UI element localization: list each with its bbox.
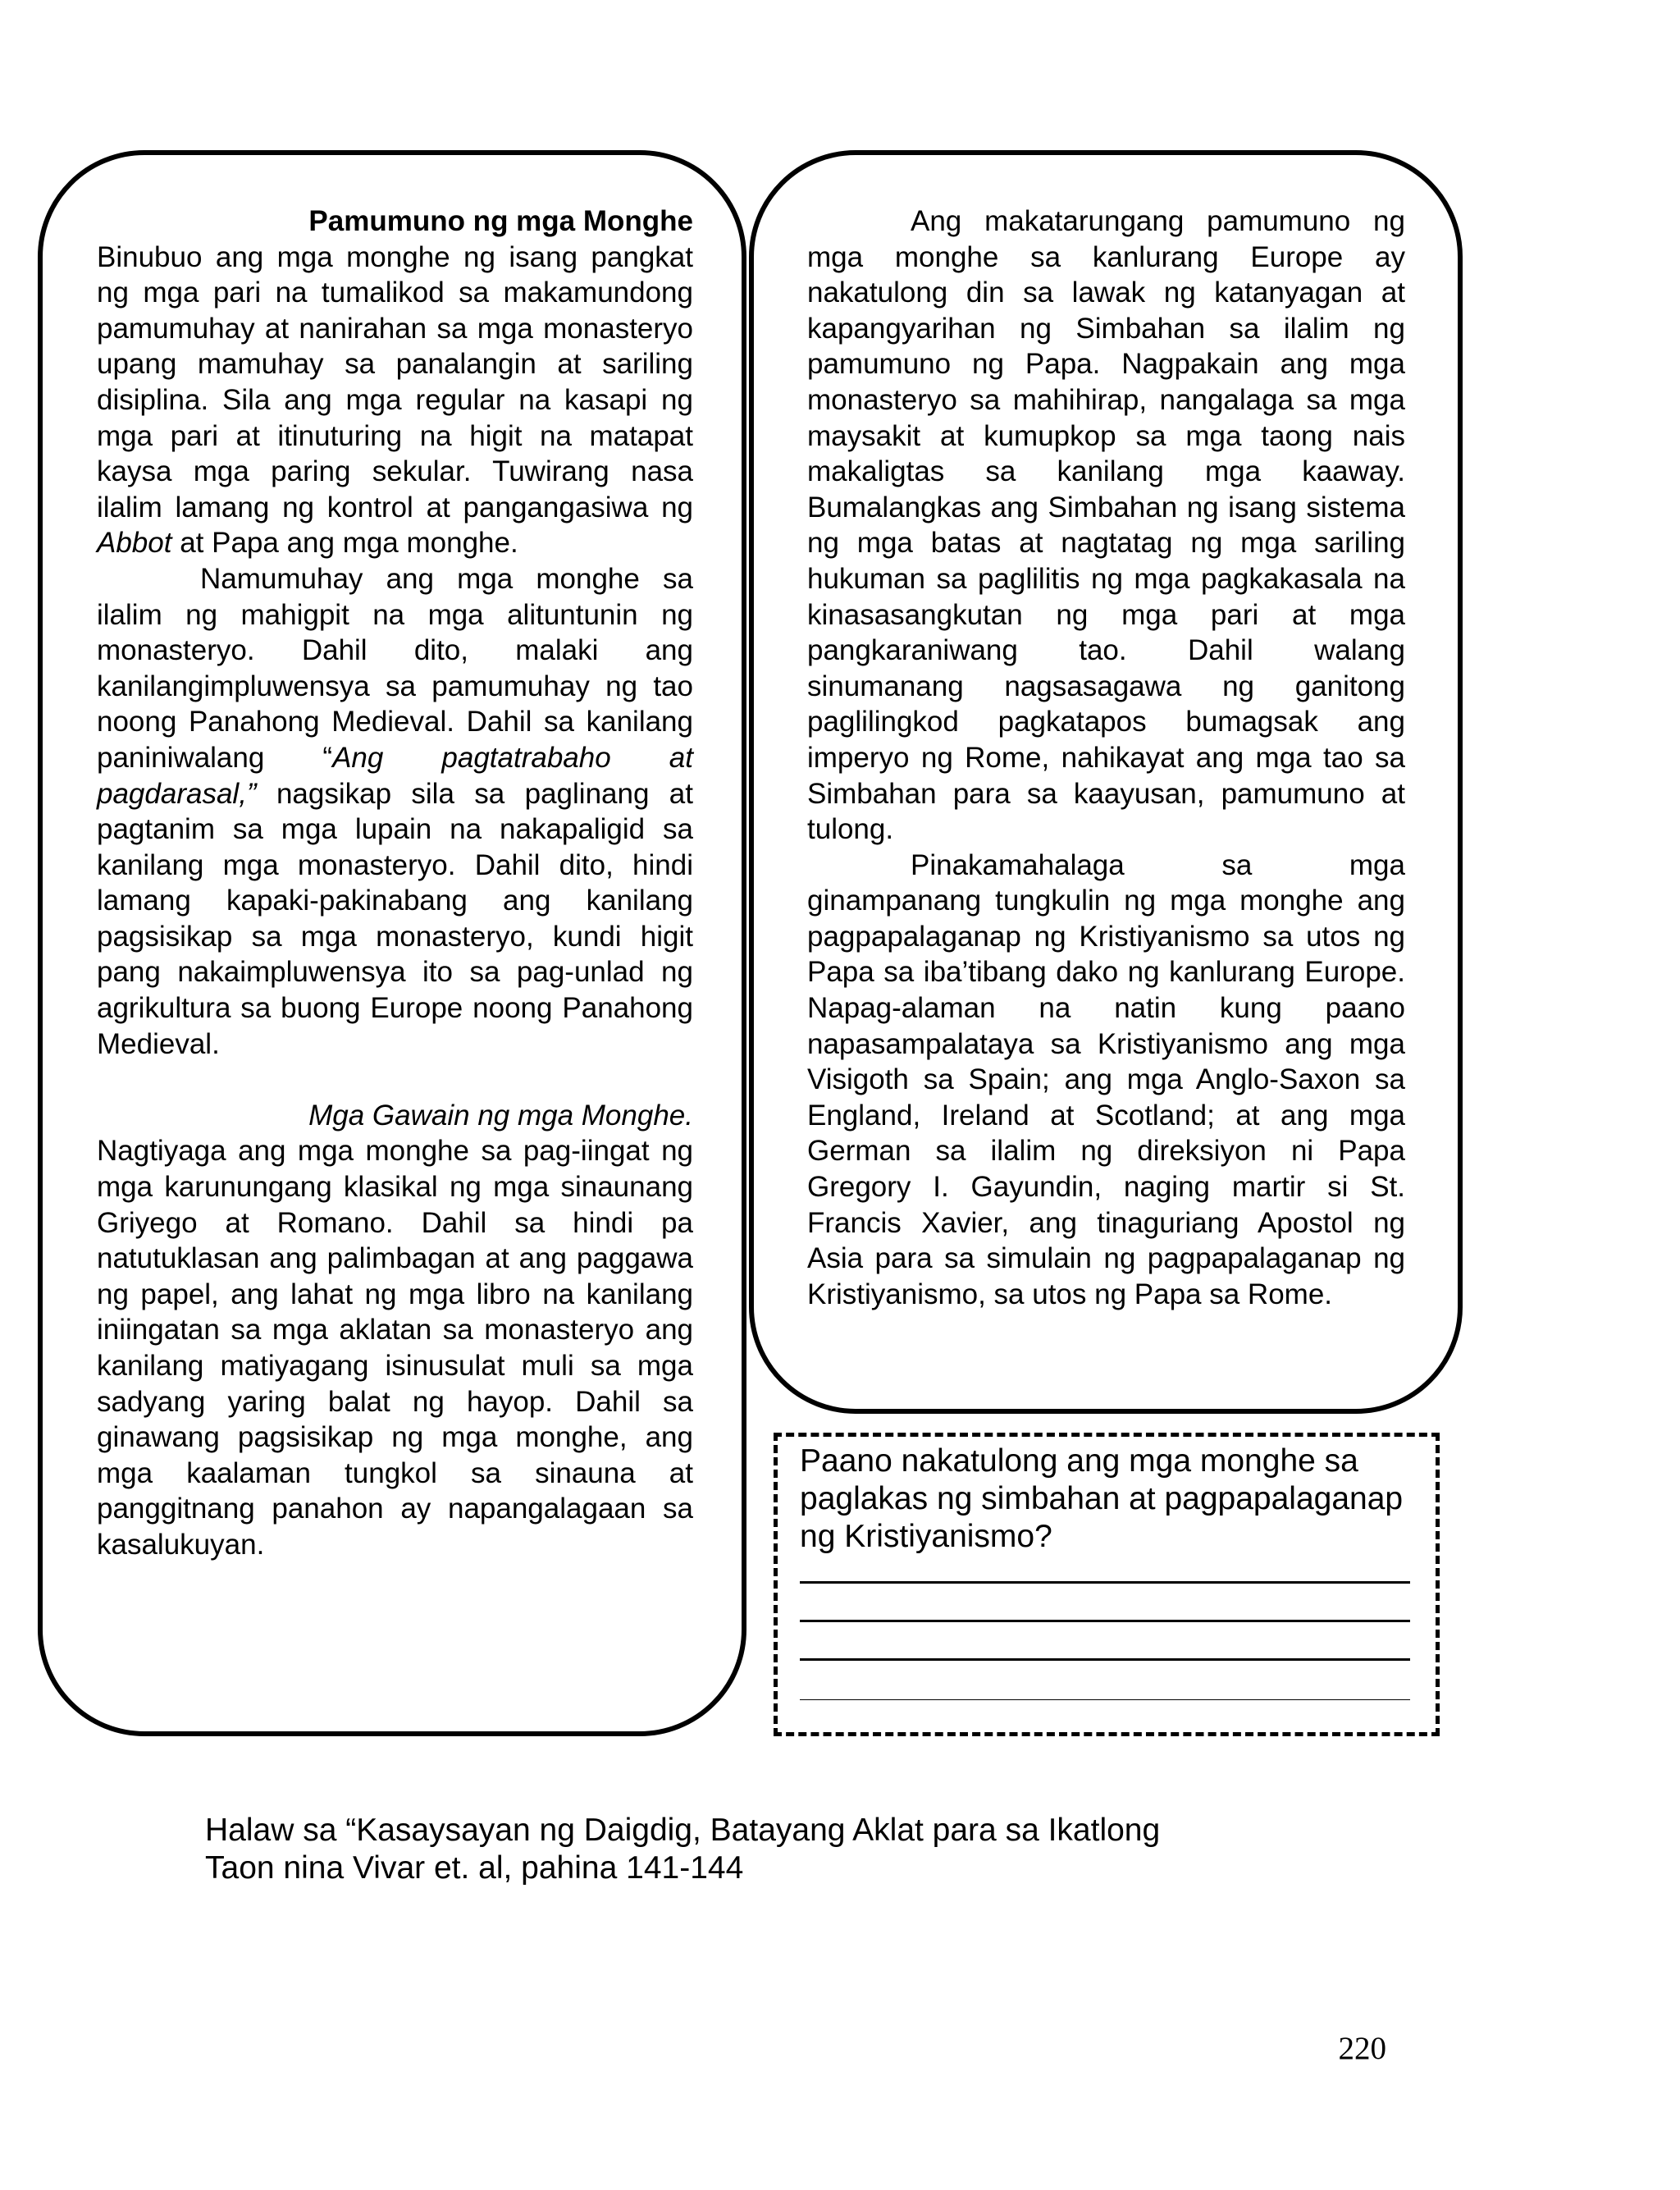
answer-line[interactable] bbox=[800, 1658, 1410, 1661]
subsection-heading: Mga Gawain ng mga Monghe. bbox=[308, 1099, 693, 1132]
right-column-text bbox=[807, 203, 1405, 1312]
question-prompt: Paano nakatulong ang mga monghe sa paglakas ng simbahan at pagpapalaganap ng Kristiyanismo? bbox=[800, 1443, 1404, 1554]
section-heading: Pamumuno ng mga Monghe bbox=[308, 205, 693, 237]
source-line-1: Halaw sa “Kasaysayan ng Daigdig, Batayang Aklat para sa Ikatlong bbox=[205, 1813, 1161, 1848]
answer-line[interactable] bbox=[800, 1581, 1410, 1584]
paragraph-church-power: Ang makatarungang pamumuno ng mga monghe sa kanlurang Europe ay nakatulong din sa lawak ng katanyagan at kapangyarihan ng Simbahan sa ilalim ng pamumuno ng Papa. Nagpakain ang mga monasteryo sa mahihirap, nangalaga sa mga maysakit at kumupkop sa mga taong nais makaligtas sa kanilang mga kaaway. Bumalangkas ang Simbahan ng isang sistema ng mga batas at nagtatag ng mga sariling hukuman sa paglilitis ng mga pagkakasala na kinasasangkutan ng mga pari at mga pangkaraniwang tao. Dahil walang sinumanang nagsasagawa ng ganitong paglilingkod pagkatapos bumagsak ang imperyo ng Rome, nahikayat ang mga tao sa Simbahan para sa kaayusan, pamumuno at tulong. bbox=[807, 205, 1405, 846]
paragraph-monks-life: Namumuhay ang mga monghe sa ilalim ng mahigpit na mga alituntunin ng monasteryo. Dahil dito, malaki ang kanilangimpluwensya sa pamumuhay ng tao noong Panahong Medieval. Dahil sa kanilang paniniwalang “Ang pagtatrabaho at pagdarasal,” nagsikap sila sa paglinang at pagtanim sa mga lupain na nakapaligid sa kanilang mga monasteryo. Dahil dito, hindi lamang kapaki-pakinabang ang kanilang pagsisikap sa mga monasteryo, kundi higit pang nakaimpluwensya ito sa pag-unlad ng agrikultura sa buong Europe noong Panahong Medieval. bbox=[97, 562, 693, 1060]
source-citation bbox=[205, 1812, 1436, 1887]
answer-line[interactable] bbox=[800, 1699, 1410, 1700]
motto-quote: Ang pagtatrabaho at pagdarasal,” bbox=[97, 741, 693, 810]
source-line-2: Taon nina Vivar et. al, pahina 141-144 bbox=[205, 1850, 744, 1886]
left-column-text bbox=[97, 203, 693, 1563]
page-number: 220 bbox=[1338, 2031, 1386, 2066]
abbot-term: Abbot bbox=[97, 527, 172, 560]
paragraph-christianity-spread: Pinakamahalaga sa mga ginampanang tungkulin ng mga monghe ang pagpapalaganap ng Kristiyanismo sa utos ng Papa sa iba’tibang dako ng kanlurang Europe. Napag-alaman na natin kung paano napasampalataya sa Kristiyanismo ang mga Visigoth sa Spain; ang mga Anglo-Saxon sa England, Ireland at Scotland; at ang mga German sa ilalim ng direksiyon ni Papa Gregory I. Gayundin, naging martir si St. Francis Xavier, ang tinaguriang Apostol ng Asia para sa simulain ng pagpapalaganap ng Kristiyanismo, sa utos ng Papa sa Rome. bbox=[807, 848, 1405, 1310]
paragraph-monks-works: Nagtiyaga ang mga monghe sa pag-iingat ng mga karunungang klasikal ng mga sinaunang Griyego at Romano. Dahil sa hindi pa natutuklasan ang palimbagan at ang paggawa ng papel, ang lahat ng mga libro na kanilang iniingatan sa mga aklatan sa monasteryo ang kanilang matiyagang isinusulat muli sa mga sadyang yaring balat ng hayop. Dahil sa ginawang pagsisikap ng mga monghe, ang mga kaalaman tungkol sa sinauna at panggitnang panahon ay napangalagaan sa kasalukuyan. bbox=[97, 1135, 693, 1561]
answer-line[interactable] bbox=[800, 1620, 1410, 1622]
paragraph-monks-definition: Binubuo ang mga monghe ng isang pangkat ng mga pari na tumalikod sa makamundong pamumuhay at nanirahan sa mga monasteryo upang mamuhay sa panalangin at sariling disiplina. Sila ang mga regular na kasapi ng mga pari at itinuturing na higit na matapat kaysa mga paring sekular. Tuwirang nasa ilalim lamang ng kontrol at pangangasiwa ng Abbot at Papa ang mga monghe. bbox=[97, 240, 693, 560]
